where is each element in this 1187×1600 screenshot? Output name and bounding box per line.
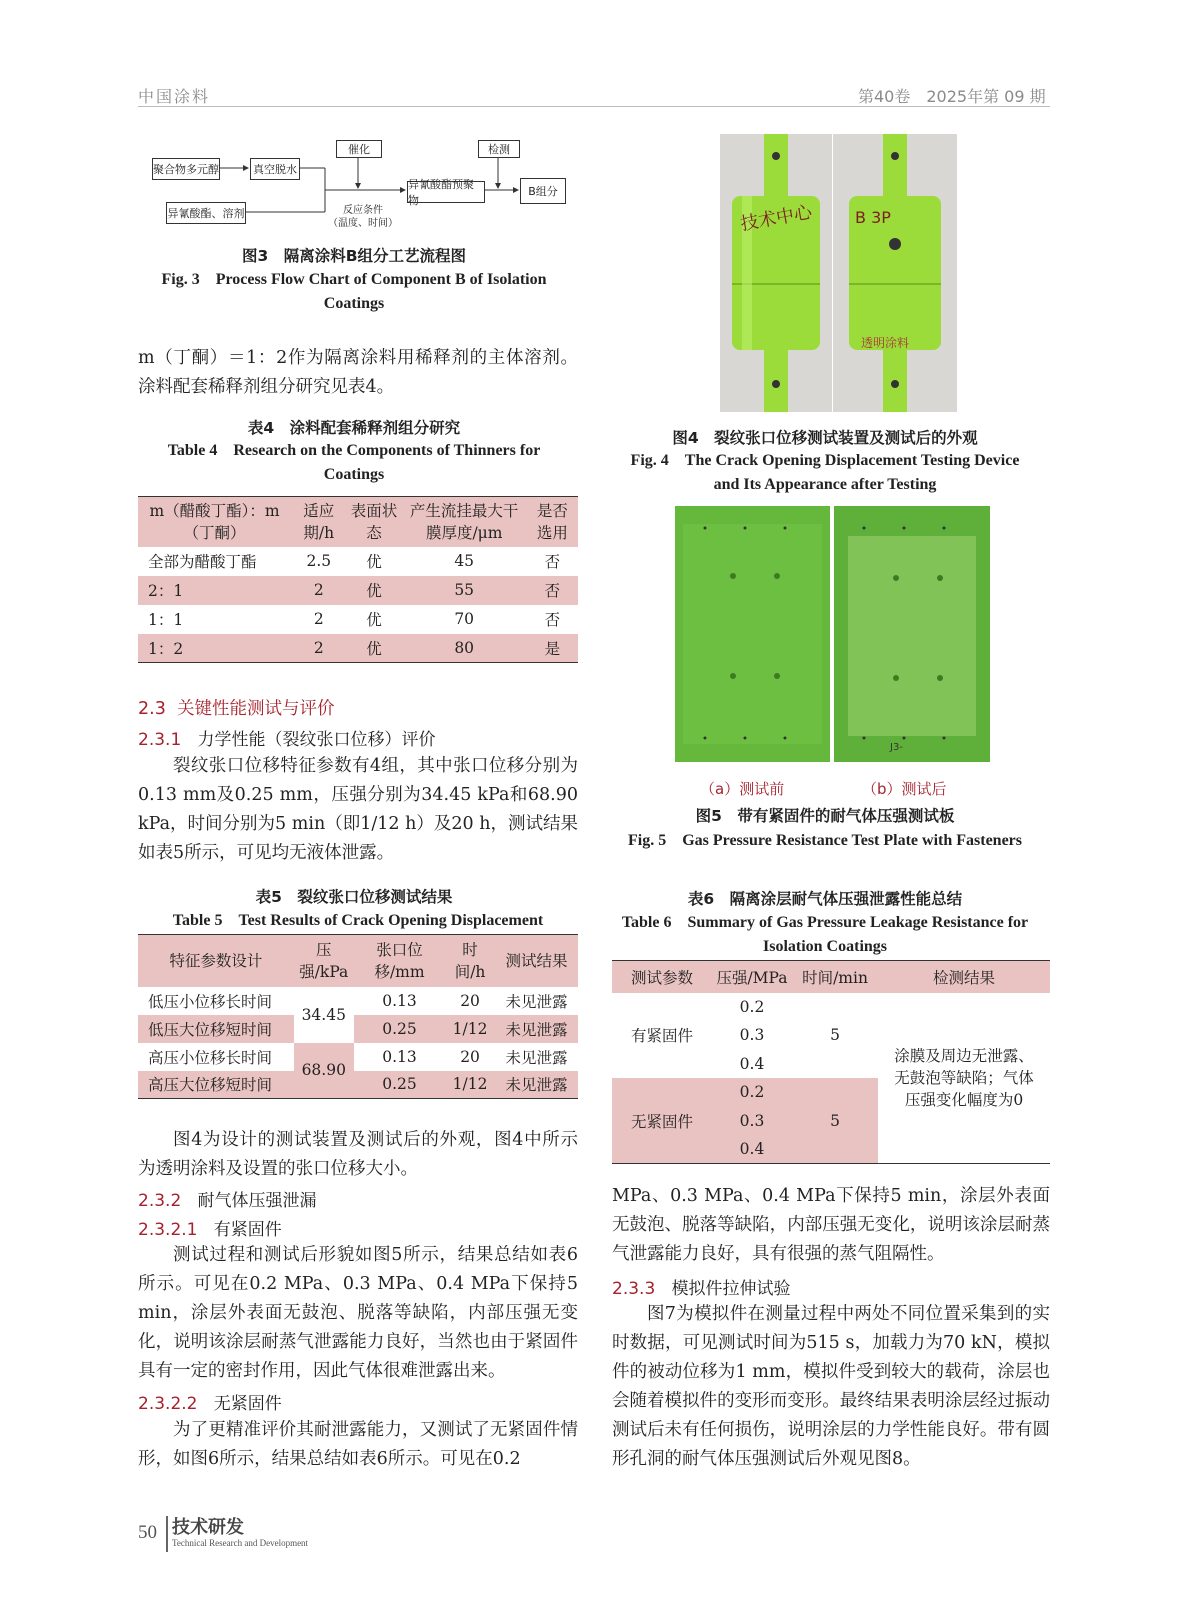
t6-cell: 0.3: [739, 1026, 765, 1045]
t4-h4: 是否选用: [536, 501, 568, 542]
table-row: [138, 547, 578, 576]
cylinder-left-marker-text: 技术中心: [738, 201, 814, 236]
paragraph-4: 测试过程和测试后形貌如图5所示，结果总结如表6所示。可见在0.2 MPa、0.3 MPa、0.4 MPa下保持5 min，涂层外表面无鼓泡、脱落等缺陷，内部压强无变化，说明该涂层耐蒸气泄露能力良好，当然也由于紧固件具有一定的密封作用，因此气体很难泄露出来。: [138, 1245, 578, 1381]
sec-title: 模拟件拉伸试验: [671, 1279, 791, 1299]
flow-vacuum: 真空脱水: [250, 158, 300, 180]
t4-cell: 2：1: [148, 582, 184, 600]
t5-cell: 0.13: [382, 991, 417, 1010]
cylinder-right-drawing: [833, 134, 957, 412]
fig4-caption-en: [600, 449, 1050, 497]
sec-title: 无紧固件: [213, 1394, 282, 1414]
plate-b-label: J3-: [890, 742, 903, 753]
table6-caption-en-2: Isolation Coatings: [762, 938, 888, 955]
t4-cell: 优: [366, 582, 382, 600]
sec-num: 2.3.2.1: [138, 1220, 198, 1240]
table6-caption-en-1: Table 6 Summary of Gas Pressure Leakage Resistance for: [621, 914, 1029, 931]
t5-cell: 1/12: [452, 1075, 488, 1094]
t5-h1: 压强/kPa: [299, 940, 349, 981]
t6-group2-time: 5: [792, 1078, 878, 1164]
t5-cell: 0.25: [382, 1019, 417, 1038]
fig5-photo-b: [834, 506, 990, 762]
t5-cell: 20: [460, 991, 480, 1010]
journal-name: 中国涂料: [138, 87, 211, 106]
table-row: [138, 1071, 578, 1099]
t6-result: [878, 993, 1050, 1164]
t5-cell: 未见泄露: [505, 1048, 568, 1067]
sec-title: 关键性能测试与评价: [176, 699, 335, 719]
t6-h1: 压强/MPa: [716, 968, 788, 987]
t6-group1-time: 5: [830, 1026, 840, 1045]
t5-pressure-high: 68.90: [294, 1043, 354, 1099]
table5-caption-en: Table 5 Test Results of Crack Opening Displacement: [172, 912, 544, 929]
fig4-photo-right: [833, 134, 957, 412]
t4-cell: 否: [544, 553, 561, 571]
cylinder-right-marker-top: B 3P: [855, 208, 891, 227]
t4-cell: 优: [366, 611, 382, 629]
table4-caption-en-2: Coatings: [323, 466, 385, 483]
table4-caption-en-1: Table 4 Research on the Components of Thinners for: [167, 442, 541, 459]
t4-cell: 2: [313, 610, 324, 628]
t5-h0: 特征参数设计: [169, 951, 263, 970]
table-row: [612, 993, 1050, 1022]
footer-section-en: Technical Research and Development: [172, 1538, 309, 1548]
table-row: [138, 605, 578, 634]
reaction-line1: 反应条件: [343, 205, 383, 216]
issue-info: 第40卷 2025年第 09 期: [858, 87, 1046, 106]
fig4-photo-left: [720, 134, 832, 412]
fig5-caption-cn: 图5 带有紧固件的耐气体压强测试板: [695, 807, 955, 825]
t4-cell: 是: [544, 639, 561, 658]
t5-cell: 未见泄露: [505, 1020, 568, 1039]
t5-cell: 高压小位移长时间: [148, 1048, 273, 1067]
section-2-3: [138, 695, 334, 720]
t6-cell: 0.4: [739, 1054, 765, 1073]
t6-cell: 0.3: [739, 1111, 765, 1130]
table5: [138, 934, 578, 1099]
footer-divider: [166, 1516, 168, 1552]
fig5-sub-b: （b）测试后: [862, 780, 947, 798]
table5-header: [138, 935, 578, 987]
t4-cell: 优: [366, 639, 382, 658]
t5-cell: 未见泄露: [505, 992, 568, 1011]
t4-h0: m（醋酸丁酯）：m（丁酮）: [149, 501, 280, 542]
t4-cell: 2: [313, 638, 324, 657]
fig5-photo-a: [675, 506, 830, 762]
fig4-caption-en-1: Fig. 4 The Crack Opening Displacement Testing Device: [630, 452, 1020, 469]
t6-group2-label: 无紧固件: [612, 1078, 712, 1164]
t4-cell: 70: [454, 610, 475, 628]
t4-cell: 80: [454, 638, 475, 657]
cylinder-right-marker-mid: 透明涂料: [861, 336, 910, 350]
t5-cell: 0.25: [382, 1075, 417, 1094]
t5-cell: 低压小位移长时间: [148, 992, 273, 1011]
t5-cell: 20: [460, 1047, 480, 1066]
sec-num: 2.3: [138, 699, 166, 719]
page-number: 50: [138, 1522, 157, 1543]
table5-caption-cn: 表5 裂纹张口位移测试结果: [255, 888, 453, 906]
table-row: [138, 987, 578, 1015]
section-2-3-3: [612, 1274, 790, 1299]
t6-result-text: 涂膜及周边无泄露、无鼓泡等缺陷；气体压强变化幅度为0: [894, 1046, 1034, 1109]
table6: [612, 960, 1050, 1164]
fig5-caption-en: Fig. 5 Gas Pressure Resistance Test Plate with Fasteners: [627, 832, 1023, 849]
t4-cell: 45: [454, 552, 475, 570]
t5-cell: 1/12: [452, 1019, 488, 1038]
paragraph-7: 图7为模拟件在测量过程中两处不同位置采集到的实时数据，可见测试时间为515 s，加载力为70 kN，模拟件的被动位移为1 mm，模拟件受到较大的载荷，涂层也会随着模拟件的变形而变形。最终结果表明涂层经过振动测试后未有任何损伤，说明涂层的力学性能良好。带有圆形孔洞的耐气体压强测试后外观见图8。: [612, 1304, 1050, 1469]
sec-title: 有紧固件: [213, 1220, 282, 1240]
t4-h3: 产生流挂最大干膜厚度/μm: [409, 501, 519, 542]
t4-cell: 55: [454, 581, 475, 599]
t5-cell: 0.13: [382, 1047, 417, 1066]
t5-pressure-low: 34.45: [294, 987, 354, 1043]
table-row: [138, 634, 578, 663]
t5-cell: 低压大位移短时间: [148, 1020, 273, 1039]
paragraph-2: 裂纹张口位移特征参数有4组，其中张口位移分别为0.13 mm及0.25 mm，压强分别为34.45 kPa和68.90 kPa，时间分别为5 min（即1/12 h）及20 h，测试结果如表5所示，可见均无液体泄露。: [138, 756, 578, 863]
t5-cell: 高压大位移短时间: [148, 1076, 273, 1095]
flow-polyol: 聚合物多元醇: [152, 158, 220, 180]
t6-h2: 时间/min: [802, 968, 868, 987]
flow-componentB: B组分: [520, 178, 566, 204]
sec-num: 2.3.2: [138, 1191, 182, 1211]
t4-h1: 适应期/h: [303, 501, 335, 542]
plate-a-drawing: [675, 506, 830, 762]
footer-section-cn: 技术研发: [172, 1517, 244, 1538]
t4-cell: 全部为醋酸丁酯: [148, 553, 257, 571]
fig3-caption-en: [138, 268, 570, 316]
t6-cell: 0.2: [739, 997, 765, 1016]
t4-cell: 1：2: [148, 639, 184, 658]
table4-header: [138, 497, 578, 547]
header-rule: [138, 106, 1050, 107]
reaction-line2: （温度、时间）: [328, 218, 398, 229]
t4-cell: 1：1: [148, 611, 184, 629]
sec-title: 耐气体压强泄漏: [197, 1191, 317, 1211]
flow-isocyanate: 异氰酸酯、溶剂: [166, 202, 246, 224]
plate-b-drawing: [834, 506, 990, 762]
t4-cell: 2.5: [306, 552, 332, 570]
cylinder-left-drawing: [720, 134, 832, 412]
t6-cell: 0.2: [739, 1083, 765, 1102]
t6-group1-label: 有紧固件: [630, 1027, 693, 1046]
t6-h3: 检测结果: [932, 968, 995, 987]
fig4-caption-en-2: and Its Appearance after Testing: [713, 476, 937, 493]
section-2-3-2-1: [138, 1215, 282, 1240]
fig4-caption-cn: 图4 裂纹张口位移测试装置及测试后的外观: [672, 429, 978, 447]
table-row: [138, 1043, 578, 1071]
table4-caption-cn: 表4 涂料配套稀释剂组分研究: [247, 419, 461, 437]
t5-h2: 张口位移/mm: [374, 940, 425, 981]
paragraph-3: 图4为设计的测试装置及测试后的外观，图4中所示为透明涂料及设置的张口位移大小。: [138, 1130, 578, 1179]
flow-catalyst: 催化: [336, 140, 382, 158]
fig3-caption-cn: 图3 隔离涂料B组分工艺流程图: [241, 247, 467, 265]
t5-h4: 测试结果: [505, 951, 568, 970]
t4-h2: 表面状态: [350, 501, 398, 542]
fig3-caption-en-2: Coatings: [323, 295, 385, 312]
table-row: [138, 1015, 578, 1043]
flow-reaction-conditions: [328, 204, 398, 230]
sec-num: 2.3.3: [612, 1279, 656, 1299]
fig3-flowchart: [150, 138, 580, 238]
flow-detect: 检测: [478, 140, 520, 158]
table6-caption-en: [600, 911, 1050, 959]
table-row: [138, 576, 578, 605]
table6-header: [612, 961, 1050, 993]
section-2-3-2: [138, 1186, 316, 1211]
flow-prepolymer: 异氰酸酯预聚物: [407, 181, 485, 203]
sec-title: 力学性能（裂纹张口位移）评价: [197, 730, 436, 750]
paragraph-6: MPa、0.3 MPa、0.4 MPa下保持5 min，涂层外表面无鼓泡、脱落等缺陷，内部压强无变化，说明该涂层耐蒸气泄露能力良好，具有很强的蒸气阻隔性。: [612, 1186, 1050, 1264]
t4-cell: 2: [313, 581, 324, 599]
t6-h0: 测试参数: [630, 968, 693, 987]
t4-cell: 否: [544, 582, 561, 600]
fig5-sub-a: （a）测试前: [700, 780, 785, 798]
t4-cell: 否: [544, 611, 561, 629]
paragraph-5: 为了更精准评价其耐泄露能力，又测试了无紧固件情形，如图6所示，结果总结如表6所示。可见在0.2: [138, 1420, 578, 1469]
t6-cell: 0.4: [739, 1140, 765, 1158]
table4-caption-en: [138, 439, 570, 487]
t4-cell: 优: [366, 553, 382, 571]
section-2-3-2-2: [138, 1389, 282, 1414]
sec-num: 2.3.2.2: [138, 1394, 198, 1414]
table4: [138, 496, 578, 663]
t5-cell: 未见泄露: [505, 1076, 568, 1095]
fig3-caption-en-1: Fig. 3 Process Flow Chart of Component B of Isolation: [161, 271, 547, 288]
section-2-3-1: [138, 725, 435, 750]
t5-h3: 时间/h: [454, 940, 486, 981]
table6-caption-cn: 表6 隔离涂层耐气体压强泄露性能总结: [687, 890, 963, 908]
sec-num: 2.3.1: [138, 730, 182, 750]
paragraph-1: m（丁酮）＝1：2作为隔离涂料用稀释剂的主体溶剂。涂料配套稀释剂组分研究见表4。: [138, 348, 578, 397]
